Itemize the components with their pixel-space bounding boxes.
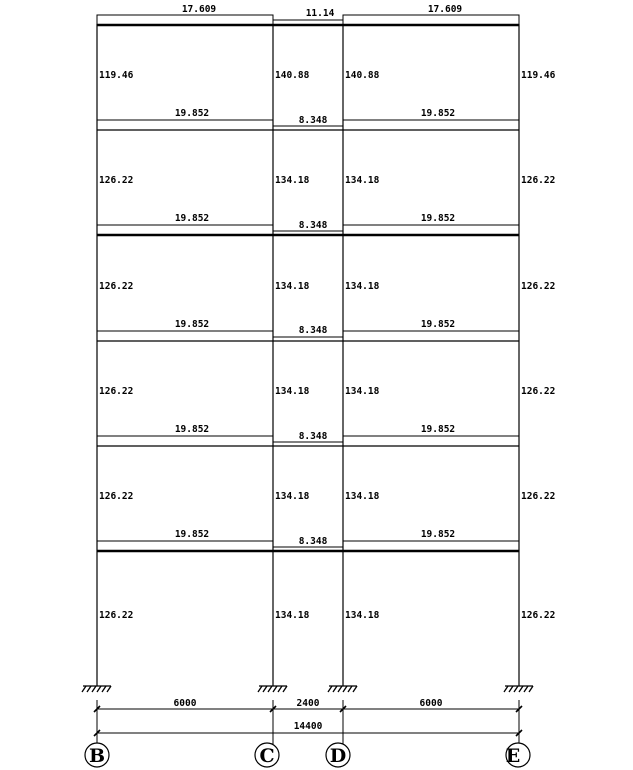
col-load-s3-E: 126.22 — [521, 281, 556, 292]
col-load-s6-D: 134.18 — [345, 610, 380, 621]
axis-label-E: E — [505, 745, 521, 767]
col-load-s4-B: 126.22 — [99, 386, 134, 397]
roof-load-strip-DE — [343, 15, 519, 25]
roof-load-CD: 11.14 — [305, 8, 335, 19]
col-load-s5-E: 126.22 — [521, 491, 556, 502]
col-load-s4-C: 134.18 — [275, 386, 310, 397]
col-load-s4-D: 134.18 — [345, 386, 380, 397]
beam-load-s5-CD: 8.348 — [298, 536, 328, 547]
beam-load-s2-DE: 19.852 — [420, 213, 456, 224]
col-load-s2-E: 126.22 — [521, 175, 556, 186]
dim-span-BC: 6000 — [173, 698, 197, 709]
beam-load-s4-DE: 19.852 — [420, 424, 456, 435]
col-load-s2-D: 134.18 — [345, 175, 380, 186]
col-load-s5-B: 126.22 — [99, 491, 134, 502]
fixed-support-icon — [504, 686, 533, 692]
fixed-support-icon — [258, 686, 287, 692]
col-load-s5-D: 134.18 — [345, 491, 380, 502]
col-load-s5-C: 134.18 — [275, 491, 310, 502]
col-load-s2-B: 126.22 — [99, 175, 134, 186]
axis-bubbles — [85, 743, 530, 767]
col-load-s1-B: 119.46 — [99, 70, 134, 81]
roof-load-DE: 17.609 — [427, 4, 463, 15]
col-load-s3-B: 126.22 — [99, 281, 134, 292]
beam-load-s5-DE: 19.852 — [420, 529, 456, 540]
col-load-s1-C: 140.88 — [275, 70, 310, 81]
beam-load-s2-CD: 8.348 — [298, 220, 328, 231]
dim-span-CD: 2400 — [296, 698, 320, 709]
col-load-s6-C: 134.18 — [275, 610, 310, 621]
axis-label-D: D — [329, 745, 347, 767]
beam-load-s4-CD: 8.348 — [298, 431, 328, 442]
roof-load-strip-BC — [97, 15, 273, 25]
beam-load-s1-BC: 19.852 — [174, 108, 210, 119]
dim-total: 14400 — [293, 721, 323, 732]
beam-load-s4-BC: 19.852 — [174, 424, 210, 435]
beam-load-s3-DE: 19.852 — [420, 319, 456, 330]
roof-load-BC: 17.609 — [181, 4, 217, 15]
col-load-s3-C: 134.18 — [275, 281, 310, 292]
fixed-supports — [82, 686, 533, 692]
beam-load-s5-BC: 19.852 — [174, 529, 210, 540]
col-load-s3-D: 134.18 — [345, 281, 380, 292]
axis-label-C: C — [259, 745, 275, 767]
beam-load-s2-BC: 19.852 — [174, 213, 210, 224]
beam-load-s3-CD: 8.348 — [298, 325, 328, 336]
dim-span-DE: 6000 — [419, 698, 443, 709]
beam-load-s1-DE: 19.852 — [420, 108, 456, 119]
fixed-support-icon — [82, 686, 111, 692]
fixed-support-icon — [328, 686, 357, 692]
col-load-s1-D: 140.88 — [345, 70, 380, 81]
axis-label-B: B — [88, 745, 106, 767]
col-load-s6-B: 126.22 — [99, 610, 134, 621]
col-load-s2-C: 134.18 — [275, 175, 310, 186]
col-load-s6-E: 126.22 — [521, 610, 556, 621]
beam-load-s3-BC: 19.852 — [174, 319, 210, 330]
col-load-s4-E: 126.22 — [521, 386, 556, 397]
beam-load-s1-CD: 8.348 — [298, 115, 328, 126]
col-load-s1-E: 119.46 — [521, 70, 556, 81]
